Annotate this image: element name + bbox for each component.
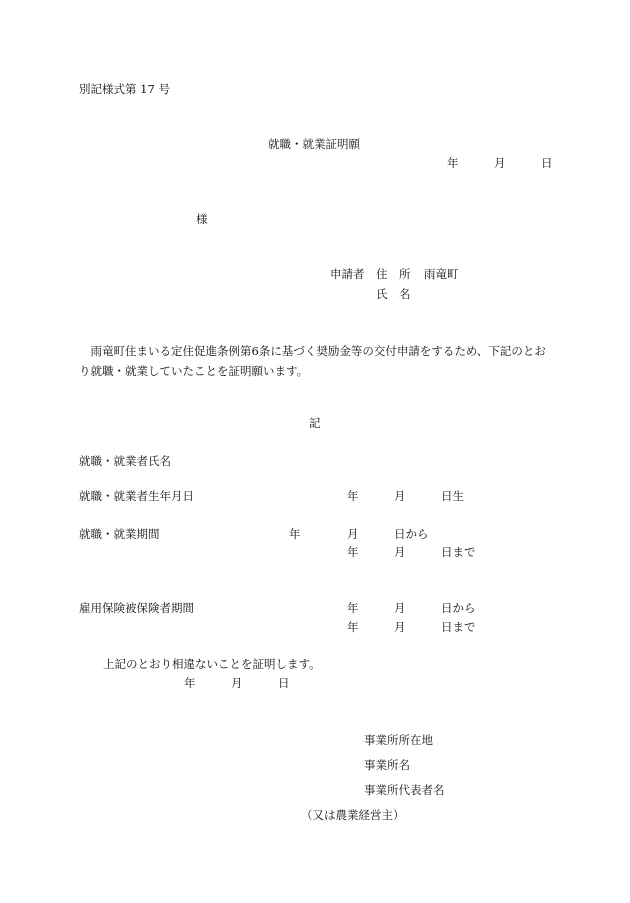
- header-date-year: 年: [447, 156, 459, 170]
- period-from-year: 年: [289, 527, 301, 541]
- insurance-label: 雇用保険被保険者期間: [79, 601, 194, 615]
- period-from-day: 日から: [394, 527, 429, 541]
- certification-text: 上記のとおり相違ないことを証明します。: [103, 657, 321, 671]
- applicant-label: 申請者: [330, 267, 365, 281]
- insurance-to-month: 月: [394, 620, 406, 634]
- document-title: 就職・就業証明願: [268, 137, 360, 151]
- insurance-from-day: 日から: [441, 601, 476, 615]
- applicant-address-label: 住 所: [376, 267, 411, 281]
- cert-date-year: 年: [184, 676, 196, 690]
- cert-date-month: 月: [231, 676, 243, 690]
- form-number: 別記様式第 17 号: [79, 82, 170, 96]
- period-to-year: 年: [347, 545, 359, 559]
- birthdate-month: 月: [394, 489, 406, 503]
- insurance-to-year: 年: [347, 620, 359, 634]
- period-to-day: 日まで: [441, 545, 476, 559]
- insurance-from-month: 月: [394, 601, 406, 615]
- header-date-day: 日: [541, 156, 553, 170]
- applicant-name-label: 氏 名: [376, 287, 411, 301]
- addressee-suffix: 様: [196, 212, 208, 226]
- birthdate-year: 年: [347, 489, 359, 503]
- birthdate-label: 就職・就業者生年月日: [79, 489, 194, 503]
- item-person-name: 就職・就業者氏名: [79, 454, 171, 468]
- ki-heading: 記: [309, 416, 321, 430]
- cert-date-day: 日: [278, 676, 290, 690]
- birthdate-day: 日生: [441, 489, 464, 503]
- employer-name: 事業所名: [364, 758, 410, 772]
- period-from-month: 月: [347, 527, 359, 541]
- employer-representative: 事業所代表者名: [364, 783, 445, 797]
- period-label: 就職・就業期間: [79, 527, 160, 541]
- employer-note: （又は農業経営主）: [301, 808, 405, 822]
- applicant-address-value: 雨竜町: [424, 267, 459, 281]
- body-paragraph: 雨竜町住まいる定住促進条例第6条に基づく奨励金等の交付申請をするため、下記のとおり就職・就業していたことを証明願います。: [79, 344, 546, 378]
- insurance-to-day: 日まで: [441, 620, 476, 634]
- period-to-month: 月: [394, 545, 406, 559]
- employer-address: 事業所所在地: [364, 733, 433, 747]
- header-date-month: 月: [494, 156, 506, 170]
- insurance-from-year: 年: [347, 601, 359, 615]
